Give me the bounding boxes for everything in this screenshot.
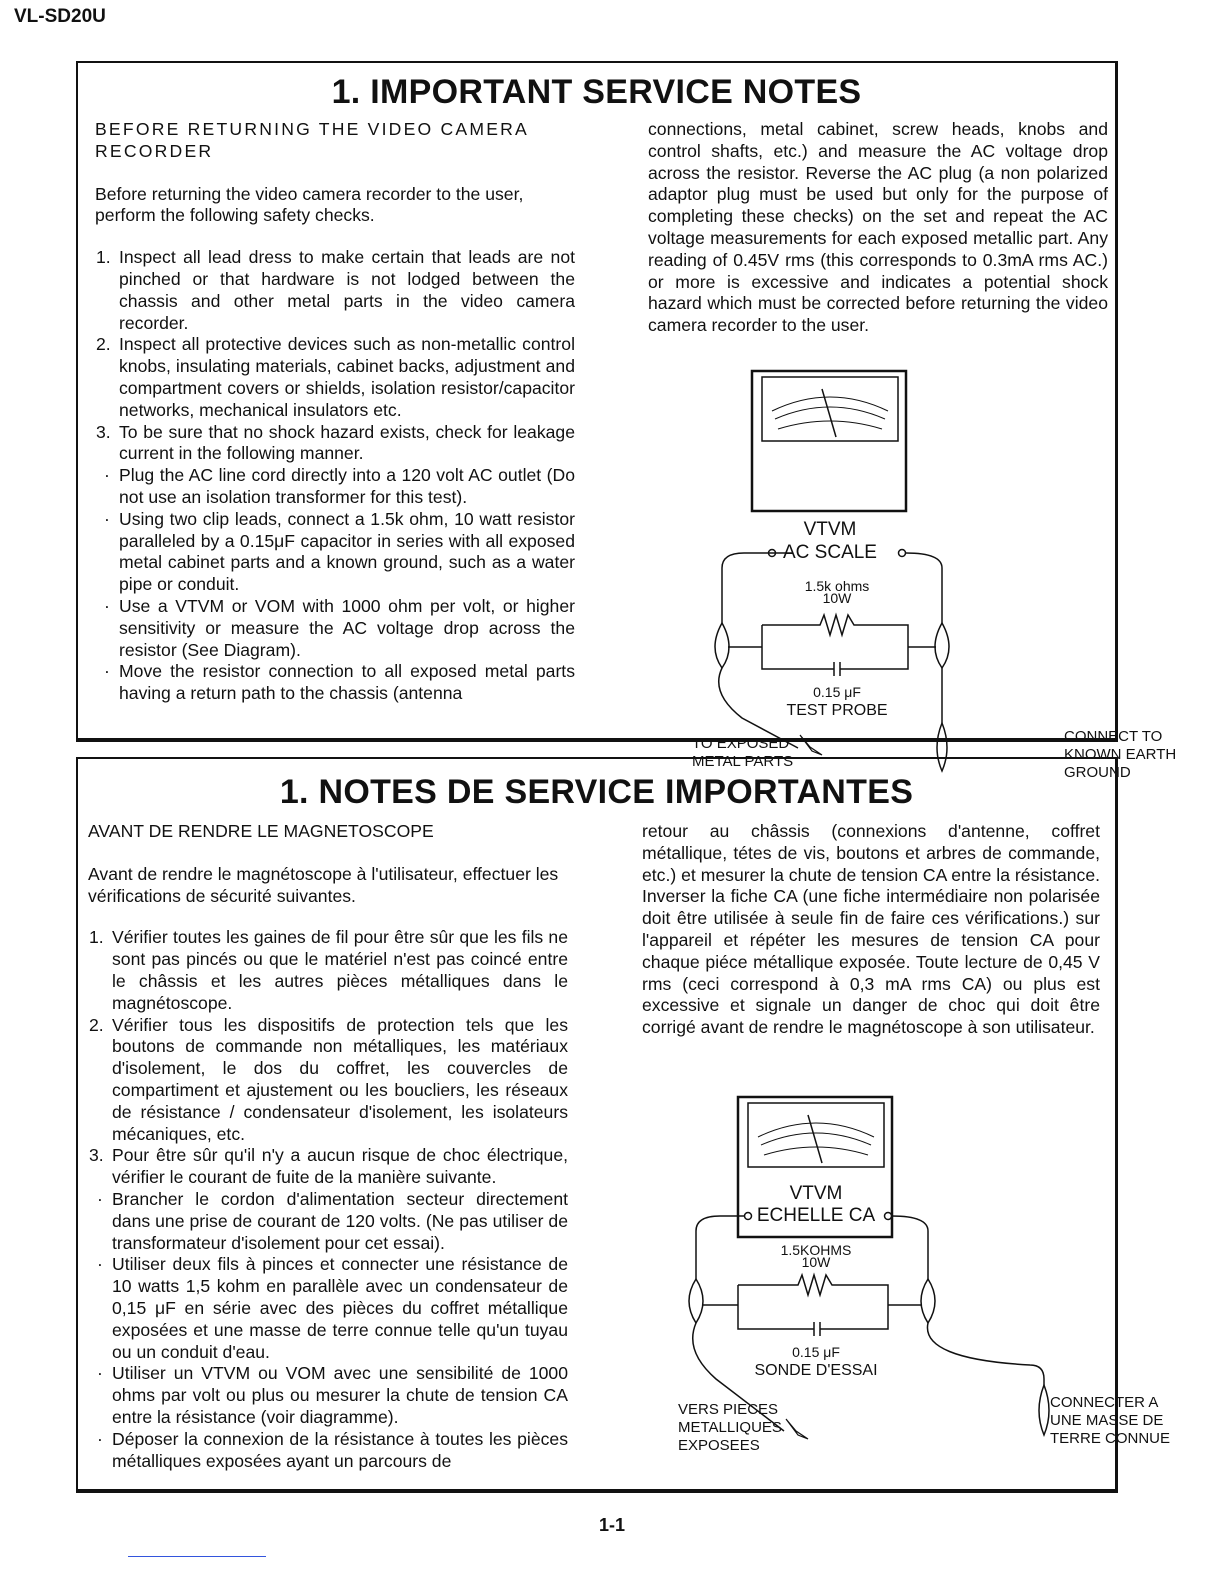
french-left-column: [88, 821, 568, 1472]
list-item: 3. To be sure that no shock hazard exists, check for leakage current in the following manner.: [96, 421, 575, 464]
french-steps: [88, 927, 568, 1189]
scale-label: ECHELLE CA: [756, 1205, 876, 1226]
right-label: CONNECT TO: [1064, 728, 1163, 745]
page-number: 1-1: [598, 1515, 625, 1535]
list-item: · Plug the AC line cord directly into a 120 volt AC outlet (Do not use an isolation transformer for this test).: [95, 465, 575, 509]
wattage: 10W: [822, 590, 852, 606]
left-label: VERS PIECES: [678, 1401, 779, 1418]
english-section: [76, 61, 1177, 781]
svg-text:METAL PARTS: METAL PARTS: [692, 753, 794, 770]
wattage: 10W: [801, 1254, 831, 1270]
left-label: TO EXPOSED: [692, 735, 790, 752]
list-item: · Move the resistor connection to all exposed metal parts having a return path to the chassis (antenna: [95, 661, 575, 705]
list-item: · Use a VTVM or VOM with 1000 ohm per volt, or higher sensitivity or measure the AC voltage drop across the resistor (See Diagram).: [95, 596, 575, 661]
english-intro: Before returning the video camera recorder to the user, perform the following safety checks.: [95, 183, 524, 226]
french-bullets: [88, 1189, 568, 1472]
right-lead: [892, 1216, 928, 1279]
svg-text:METALLIQUES: METALLIQUES: [678, 1419, 782, 1436]
svg-text:UNE MASSE DE: UNE MASSE DE: [1050, 1412, 1164, 1429]
meter-label: VTVM: [803, 519, 857, 540]
resistor-symbol: [738, 1275, 888, 1329]
capacitor-value: 0.15 μF: [813, 684, 861, 700]
probe-label: TEST PROBE: [786, 702, 888, 719]
capacitor-value: 0.15 μF: [792, 1344, 840, 1360]
meter-face: [748, 1103, 884, 1167]
list-item: · Utiliser deux fils à pinces et connecter une résistance de 10 watts 1,5 kohm en parallèle avec un condensateur de 0,15 μF en série avec des pièces du coffret métallique exposées et une masse de terre connue telle qu'un tuyau ou un conduit d'eau.: [88, 1254, 568, 1363]
list-item: 1. Inspect all lead dress to make certain that leads are not pinched or that hardware is not lodged between the chassis and other metal parts in the video camera recorder.: [96, 247, 575, 333]
english-right-column: [648, 119, 1108, 337]
section-title-french: 1. NOTES DE SERVICE IMPORTANTES: [279, 773, 914, 811]
list-item: · Brancher le cordon d'alimentation secteur directement dans une prise de courant de 120 volts. (Ne pas utiliser de transformateur d'isolement pour cet essai).: [88, 1189, 568, 1254]
section-title-english: 1. IMPORTANT SERVICE NOTES: [331, 73, 862, 111]
english-steps: [95, 247, 575, 465]
french-right-column: [642, 821, 1100, 1039]
list-item: 1. Vérifier toutes les gaines de fil pour être sûr que les fils ne sont pas pincés ou que le matériel n'est pas coincé entre le châssis et les autres pièces métalliques dans le magnétoscope.: [89, 927, 568, 1013]
list-item: · Using two clip leads, connect a 1.5k ohm, 10 watt resistor paralleled by a 0.15μF capacitor in series with all exposed metal cabinet parts and a known ground, such as a water pipe or conduit.: [95, 509, 575, 596]
meter-face: [762, 377, 898, 441]
right-label: CONNECTER A: [1050, 1394, 1159, 1411]
svg-text:GROUND: GROUND: [1064, 764, 1131, 781]
french-intro: Avant de rendre le magnétoscope à l'utilisateur, effectuer les vérifications de sécurité suivantes.: [88, 863, 559, 906]
right-lead: [906, 553, 942, 623]
meter-label: VTVM: [789, 1183, 843, 1204]
french-continuation: retour au châssis (connexions d'antenne, coffret métallique, tétes de vis, boutons et arbres de commande, etc.) et mesurer la chute de tension CA entre la résistance. Inverser la fiche CA (une fiche intermédiaire non polarisée doit être utilisée à seule fin de faire ces vérifications.) sur l'appareil et répéter les mesures de tension CA pour chaque piéce métallique exposée. Toute lecture de 0,45 V rms (ceci correspond à 0,3 mA rms CA) ou plus est excessive et signale un danger de choc qui doit être corrigé avant de rendre le magnétoscope à son utilisateur.: [642, 821, 1100, 1038]
list-item: 2. Inspect all protective devices such as non-metallic control knobs, insulating materials, cabinet backs, adjustment and compartment covers or shields, isolation resistor/capacitor networks, mechanical insulators etc.: [96, 334, 575, 420]
left-lead: [696, 1216, 720, 1279]
meter-needle: [808, 1115, 822, 1163]
list-item: · Déposer la connexion de la résistance à toutes les pièces métalliques exposées ayant un parcours de: [88, 1429, 568, 1473]
vtvm-diagram-french: [598, 1089, 1171, 1484]
scale-label: AC SCALE: [783, 542, 877, 563]
french-section: [76, 757, 1171, 1493]
svg-text:KNOWN EARTH: KNOWN EARTH: [1064, 746, 1177, 763]
resistor-value: 1.5KOHMS: [780, 1242, 852, 1258]
svg-text:EXPOSEES: EXPOSEES: [678, 1437, 760, 1454]
footer-rule: [128, 1556, 266, 1557]
list-item: 2. Vérifier tous les dispositifs de protection tels que les boutons de commande non métalliques, les matériaux d'isolement, le dos du coffret, les couvercles de compartiment et ajustement ou les boucliers, les réseaux de résistance / condensateur d'isolement, les isolateurs mécaniques, etc.: [89, 1014, 568, 1144]
french-subheading: AVANT DE RENDRE LE MAGNETOSCOPE: [88, 821, 434, 841]
resistor-value: 1.5k ohms: [804, 578, 870, 594]
meter-needle: [822, 389, 836, 437]
resistor-symbol: [762, 615, 908, 669]
probe-label: SONDE D'ESSAI: [754, 1362, 878, 1379]
svg-text:TERRE CONNUE: TERRE CONNUE: [1050, 1430, 1171, 1447]
list-item: · Utiliser un VTVM ou VOM avec une sensibilité de 1000 ohms par volt ou plus ou mesurer la chute de tension CA entre la résistance (voir diagramme).: [88, 1363, 568, 1428]
english-continuation: connections, metal cabinet, screw heads, knobs and control shafts, etc.) and measure the AC voltage drop across the resistor. Reverse the AC plug (a non polarized adaptor plug must be used but only for the purpose of completing these checks) on the set and repeat the AC voltage measurements for each exposed metallic part. Any reading of 0.45V rms (this corresponds to 0.3mA rms AC.) or more is excessive and indicates a potential shock hazard which must be corrected before returning the video camera recorder to the user.: [648, 119, 1108, 336]
list-item: 3. Pour être sûr qu'il n'y a aucun risque de choc électrique, vérifier le courant de fuite de la manière suivante.: [89, 1145, 568, 1188]
model-number: VL-SD20U: [14, 6, 106, 27]
english-subheading: BEFORE RETURNING THE VIDEO CAMERA RECORDER: [95, 119, 528, 161]
english-left-column: [95, 119, 575, 705]
left-lead: [722, 553, 744, 623]
vtvm-diagram-english: [612, 363, 1177, 781]
english-bullets: [95, 465, 575, 705]
